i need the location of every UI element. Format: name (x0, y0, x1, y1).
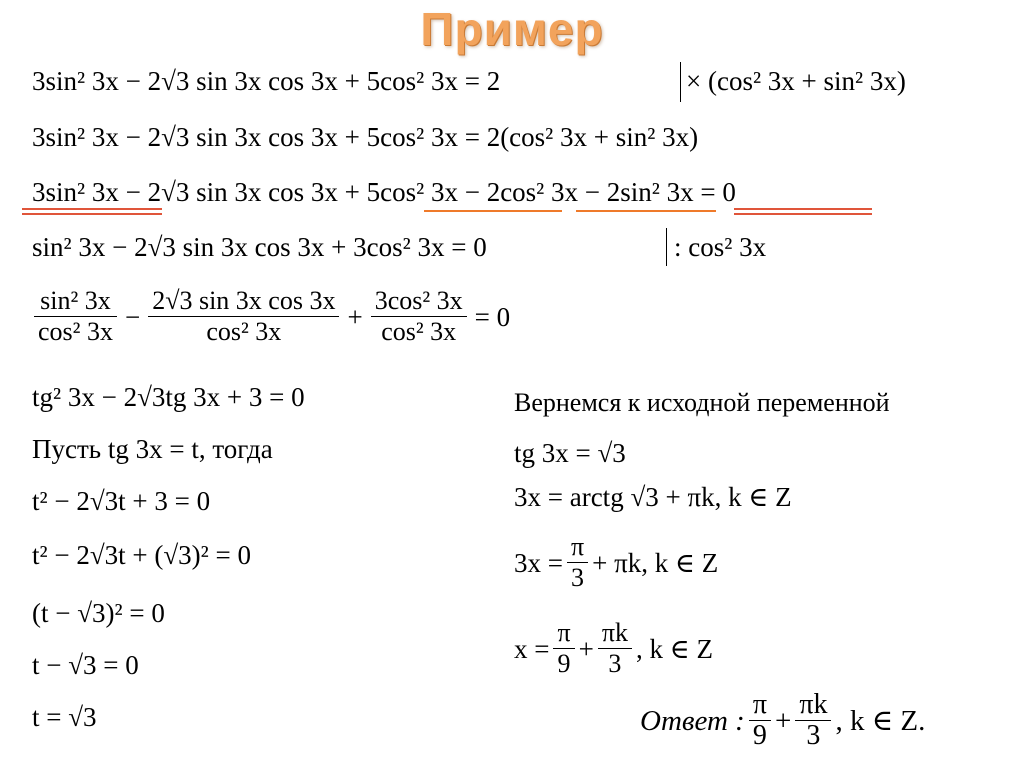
equation-line-2: 3sin² 3x − 2√3 sin 3x cos 3x + 5cos² 3x = 2(cos² 3x + sin² 3x) (32, 122, 699, 152)
underline-sin-3 (734, 208, 872, 210)
answer-rest: , k ∈ Z. (835, 704, 926, 737)
underline-sin-1 (22, 208, 162, 210)
equation-line-11: t − √3 = 0 (32, 650, 139, 680)
r5-op: + (578, 633, 594, 664)
answer-fraction-1 (749, 690, 771, 751)
substitution-line: Пусть tg 3x = t, тогда (32, 434, 273, 464)
fraction-1 (34, 286, 117, 347)
r5-fraction-1 (553, 618, 574, 679)
return-to-variable: Вернемся к исходной переменной (514, 388, 890, 417)
equation-line-5 (30, 286, 514, 347)
fraction-3 (371, 286, 467, 347)
underline-cos-2 (576, 210, 716, 212)
underline-sin-2 (22, 213, 162, 215)
r4-fraction (567, 532, 588, 593)
r5-f1-den: 9 (557, 649, 571, 678)
r4-lhs: 3x = (514, 547, 563, 578)
r4-den: 3 (571, 563, 585, 592)
right-line-3: 3x = arctg √3 + πk, k ∈ Z (514, 482, 792, 512)
equation-line-9: t² − 2√3t + (√3)² = 0 (32, 540, 251, 570)
answer-f1-den: 9 (752, 720, 767, 751)
answer-line (640, 690, 925, 751)
divide-note: : cos² 3x (674, 232, 767, 262)
equation-line-6: tg² 3x − 2√3tg 3x + 3 = 0 (32, 382, 305, 412)
r5-rest: , k ∈ Z (636, 633, 713, 664)
r5-f2-num: πk (598, 618, 632, 649)
fraction-1-den: cos² 3x (38, 317, 113, 346)
answer-label: Ответ : (640, 704, 745, 737)
underline-sin-4 (734, 213, 872, 215)
equation-line-8: t² − 2√3t + 3 = 0 (32, 486, 211, 516)
r4-rest: + πk, k ∈ Z (592, 547, 719, 578)
underline-cos-1 (424, 210, 562, 212)
equation-line-3: 3sin² 3x − 2√3 sin 3x cos 3x + 5cos² 3x − 2cos² 3x − 2sin² 3x = 0 (32, 177, 736, 207)
operator-plus: + (347, 301, 363, 332)
divide-bar (666, 228, 667, 266)
fraction-3-num: 3cos² 3x (371, 286, 467, 317)
equation-line-4: sin² 3x − 2√3 sin 3x cos 3x + 3cos² 3x = 0 (32, 232, 487, 262)
multiply-note: × (cos² 3x + sin² 3x) (686, 66, 906, 96)
right-line-5 (514, 618, 713, 679)
multiply-bar (680, 62, 681, 102)
operator-minus: − (124, 301, 141, 332)
fraction-2-num: 2√3 sin 3x cos 3x (148, 286, 339, 317)
right-line-4 (514, 532, 718, 593)
r5-f2-den: 3 (608, 649, 622, 678)
fraction-1-num: sin² 3x (34, 286, 117, 317)
answer-fraction-2 (795, 690, 831, 751)
answer-op: + (774, 704, 792, 737)
answer-f1-num: π (749, 690, 771, 721)
answer-f2-den: 3 (806, 720, 821, 751)
fraction-3-den: cos² 3x (381, 317, 457, 346)
fraction-2-den: cos² 3x (206, 317, 282, 346)
r5-lhs: x = (514, 633, 550, 664)
equals-zero: = 0 (474, 301, 511, 332)
answer-f2-num: πk (795, 690, 831, 721)
r5-fraction-2 (598, 618, 632, 679)
r5-f1-num: π (553, 618, 574, 649)
r4-num: π (567, 532, 588, 563)
fraction-2 (148, 286, 339, 347)
right-line-2: tg 3x = √3 (514, 438, 626, 468)
page-title: Пример (420, 3, 604, 55)
equation-line-10: (t − √3)² = 0 (32, 598, 165, 628)
equation-line-12: t = √3 (32, 702, 97, 732)
equation-line-1: 3sin² 3x − 2√3 sin 3x cos 3x + 5cos² 3x = 2 (32, 66, 501, 96)
